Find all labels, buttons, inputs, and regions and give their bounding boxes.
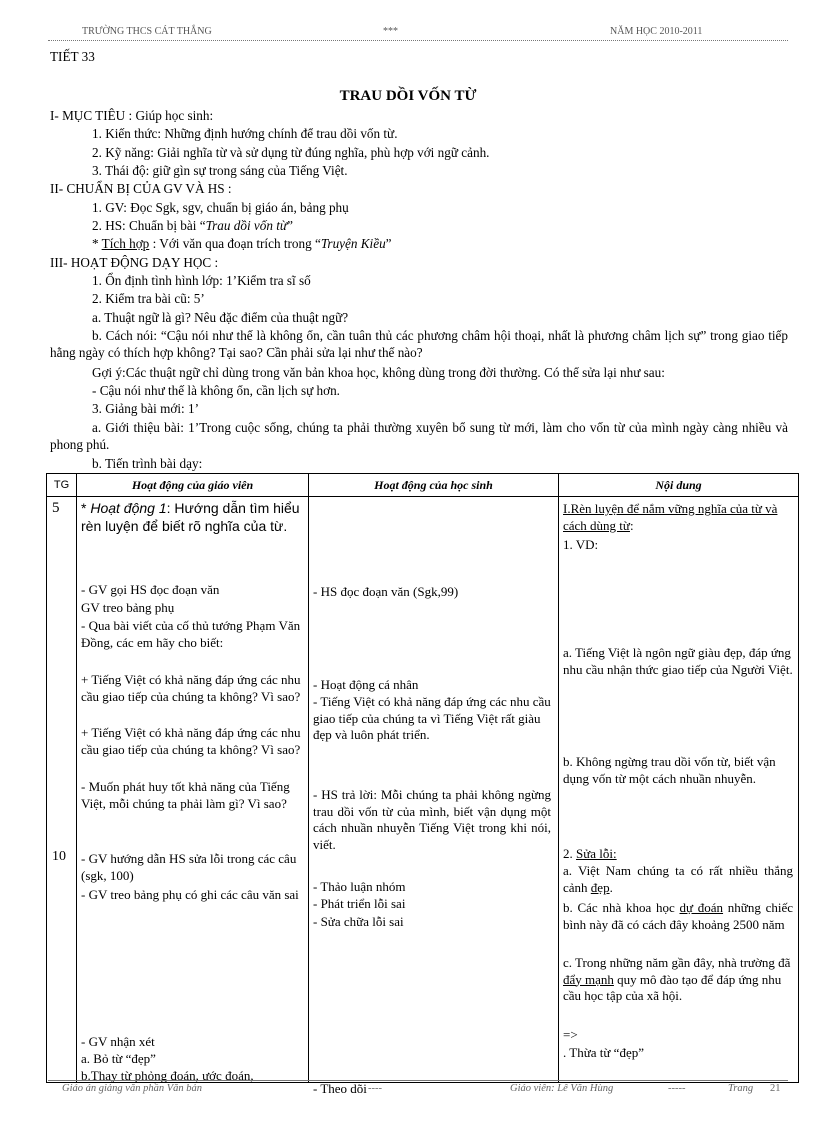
content-heading-2-num: 2.: [563, 846, 576, 861]
student-cell: [309, 497, 559, 1096]
activity-new-lesson: 3. Giảng bài mới: 1’: [92, 401, 199, 416]
footer-teacher: Giáo viên: Lê Văn Hùng: [510, 1083, 614, 1094]
page-footer: [48, 1080, 788, 1097]
content-error-c: [563, 955, 793, 1005]
prep-student-quote: ”: [287, 218, 293, 233]
table-row: [47, 497, 799, 1083]
error-c-end: quy mô đào tạo để đáp ứng nhu cầu học tập của xã hội.: [563, 971, 782, 1003]
objective-attitude: 3. Thái độ: giữ gìn sự trong sáng của Tiếng Việt.: [92, 163, 348, 178]
hs-line: - Hoạt động cá nhân: [313, 677, 419, 692]
page-title: TRAU DỒI VỐN TỪ: [339, 88, 477, 104]
gv-line: GV treo bảng phụ: [81, 600, 175, 615]
hs-line: - Tiếng Việt có khả năng đáp ứng các nhu cầu giao tiếp của chúng ta vì Tiếng Việt rất giàu đẹp và luôn phát triển.: [313, 694, 551, 742]
integration-label: Tích hợp: [101, 236, 150, 251]
activity-1-heading: [81, 500, 303, 535]
section-objectives: I- MỤC TIÊU : Giúp học sinh:: [50, 108, 214, 123]
error-b-end: những chiếc bình này đã có cách đây khoảng 2500 năm: [563, 900, 793, 932]
hs-line: - Thảo luận nhóm: [313, 879, 406, 894]
content-error-a: [563, 863, 793, 896]
gv-line: b.Thay từ phỏng đoán, ước đoán,: [81, 1068, 254, 1083]
gv-line: a. Bỏ từ “đẹp”: [81, 1051, 156, 1066]
header-mark: ***: [383, 26, 398, 37]
integration-work: Truyện Kiều: [320, 236, 386, 251]
section-activities: III- HOẠT ĐỘNG DẠY HỌC :: [50, 255, 219, 270]
school-year: NĂM HỌC 2010-2011: [610, 26, 703, 37]
objective-skill: 2. Kỹ năng: Giải nghĩa từ và sử dụng từ đúng nghĩa, phù hợp với ngữ cảnh.: [92, 145, 490, 160]
time-5: 5: [52, 500, 60, 516]
review-hint: Gợi ý:Các thuật ngữ chỉ dùng trong văn bản khoa học, không dùng trong đời thường. Có thể sửa lại như sau:: [92, 365, 665, 380]
objective-knowledge: 1. Kiến thức: Những định hướng chính để trau dồi vốn từ.: [92, 126, 398, 141]
gv-line: - GV treo bảng phụ có ghi các câu văn sai: [81, 887, 299, 902]
content-heading-1-colon: :: [629, 517, 634, 533]
gv-line: - Muốn phát huy tốt khả năng của Tiếng Việt, mỗi chúng ta phải làm gì? Vì sao?: [81, 779, 290, 811]
hs-line: - Phát triển lỗi sai: [313, 896, 406, 911]
footer-course: Giáo án giảng văn phần Văn bản: [62, 1083, 202, 1094]
time-cell: [47, 497, 77, 1083]
hs-line: - Sửa chữa lỗi sai: [313, 914, 404, 929]
prep-integration: [92, 235, 392, 252]
hs-line: - Theo dõi: [313, 1081, 367, 1096]
hs-line: - HS đọc đoạn văn (Sgk,99): [313, 584, 459, 599]
section-preparation: II- CHUẨN BỊ CỦA GV VÀ HS :: [50, 181, 232, 196]
integration-text: : Với văn qua đoạn trích trong “: [149, 236, 321, 251]
activity-class-check: 1. Ổn định tình hình lớp: 1’Kiểm tra sĩ số: [92, 273, 311, 288]
activity-star: *: [81, 500, 91, 516]
gv-line: - GV hướng dẫn HS sửa lỗi trong các câu (sgk, 100): [81, 851, 297, 883]
gv-line: - Qua bài viết của cố thủ tướng Phạm Văn Đồng, các em hãy cho biết:: [81, 618, 301, 650]
content-fix-a: . Thừa từ “đẹp”: [563, 1045, 644, 1060]
time-10: 10: [52, 849, 66, 864]
error-b-text: b. Các nhà khoa học: [563, 900, 680, 915]
hs-line: - HS trả lời: Mỗi chúng ta phải không ngừng trau dồi vốn từ của mình, biết vận dụng một cách nhuần nhuyễn Tiếng Việt trong khi nói, viết.: [313, 787, 551, 852]
footer-separator: ----: [368, 1083, 382, 1094]
prep-student: [92, 217, 293, 234]
content-heading-1: [563, 501, 793, 534]
table-header-row: [47, 474, 799, 497]
content-heading-2-text: Sửa lỗi:: [576, 846, 617, 861]
error-a-text: a. Việt Nam chúng ta có rất nhiều thắng cảnh: [563, 863, 793, 895]
error-c-text: c. Trong những năm gần đây, nhà trường đã: [563, 955, 791, 970]
header-student: Hoạt động của học sinh: [309, 474, 559, 497]
error-a-word: đẹp: [590, 879, 610, 895]
activity-label: Hoạt động 1: [90, 500, 167, 516]
gv-line: - GV nhận xét: [81, 1034, 155, 1049]
header-time: TG: [47, 474, 77, 497]
error-b-word: dự đoán: [679, 900, 724, 915]
content-error-b: [563, 900, 793, 933]
gv-line: - GV gọi HS đọc đoạn văn: [81, 582, 220, 597]
teacher-cell: [77, 497, 309, 1083]
activity-desc: : Hướng dẫn tìm hiểu rèn luyện để biết rõ nghĩa của từ.: [81, 500, 300, 534]
error-c-word: đẩy mạnh: [563, 971, 614, 987]
review-question-a: a. Thuật ngữ là gì? Nêu đặc điểm của thuật ngữ?: [92, 310, 349, 325]
prep-student-lesson: Trau dồi vốn từ: [205, 218, 288, 233]
integration-quote: ”: [385, 236, 392, 251]
review-question-b: b. Cách nói: “Cậu nói như thế là không ổn, cần tuân thủ các phương châm hội thoại, nhất là phương châm lịch sự” trong giao tiếp hằng ngày có thích hợp không? Tại sao? Cần phải sửa lại như thế nào?: [50, 328, 788, 360]
content-point-b: b. Không ngừng trau dồi vốn từ, biết vận dụng vốn từ một cách nhuần nhuyễn.: [563, 754, 776, 786]
error-a-end: .: [609, 879, 613, 895]
header-content: Nội dung: [559, 474, 799, 497]
school-name: TRƯỜNG THCS CÁT THẮNG: [82, 26, 212, 37]
integration-star: *: [92, 236, 102, 251]
footer-separator: -----: [668, 1083, 686, 1094]
content-cell: [559, 497, 799, 1083]
gv-line: + Tiếng Việt có khả năng đáp ứng các nhu cầu giao tiếp của chúng ta không? Vì sao?: [81, 672, 301, 704]
lesson-introduction: a. Giới thiệu bài: 1’Trong cuộc sống, chúng ta phải thường xuyên bổ sung từ mới, làm cho vốn từ của mình ngày càng nhiều và phong phú.: [50, 420, 788, 452]
lesson-progress: b. Tiến trình bài dạy:: [92, 456, 203, 471]
header-teacher: Hoạt động của giáo viên: [77, 474, 309, 497]
footer-page-number: 21: [770, 1083, 781, 1094]
gv-line: + Tiếng Việt có khả năng đáp ứng các nhu cầu giao tiếp của chúng ta không? Vì sao?: [81, 725, 301, 757]
prep-student-text: 2. HS: Chuẩn bị bài “: [92, 218, 206, 233]
content-heading-1-text: I.Rèn luyện để nắm vững nghĩa của từ và cách dùng từ: [563, 501, 778, 533]
lesson-number: TIẾT 33: [50, 49, 95, 64]
content-example: 1. VD:: [563, 537, 599, 552]
content-point-a: a. Tiếng Việt là ngôn ngữ giàu đẹp, đáp ứng nhu cầu nhận thức giao tiếp của Người Việt.: [563, 645, 793, 677]
footer-page-label: Trang: [728, 1083, 754, 1094]
activity-review: 2. Kiểm tra bài cũ: 5’: [92, 291, 205, 306]
page-header: [48, 26, 788, 41]
prep-teacher: 1. GV: Đọc Sgk, sgv, chuẩn bị giáo án, bảng phụ: [92, 200, 349, 215]
review-hint-fix: - Cậu nói như thế là không ổn, cần lịch sự hơn.: [92, 383, 340, 398]
content-heading-2: [563, 846, 793, 863]
content-arrow: =>: [563, 1027, 578, 1042]
